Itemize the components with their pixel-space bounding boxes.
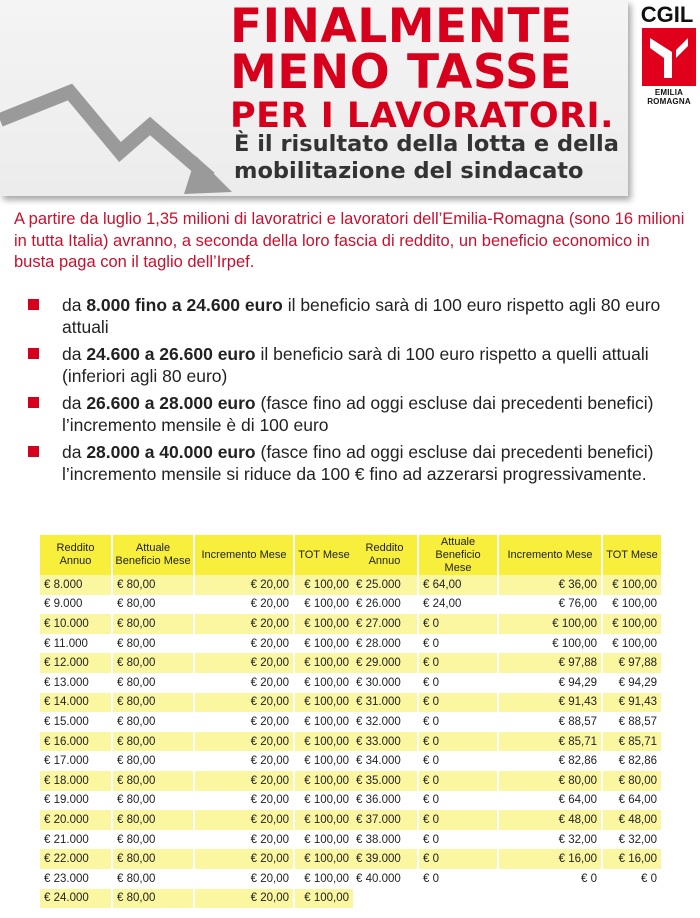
table-cell: € 91,43 (602, 693, 662, 713)
table-row (40, 712, 354, 732)
table-cell: € 100,00 (294, 673, 354, 693)
table-cell: € 0 (418, 634, 498, 654)
table-cell: € 30.000 (352, 673, 418, 693)
bullet-item: da 8.000 fino a 24.600 euro il beneficio sarà di 100 euro rispetto agli 80 euro attuali (28, 294, 688, 338)
table-cell: € 38.000 (352, 830, 418, 850)
table-cell: € 97,88 (498, 653, 602, 673)
table-cell: € 40.000 (352, 869, 418, 889)
table-cell: € 20,00 (194, 751, 294, 771)
headline-line-3: PER I LAVORATORI. (230, 96, 614, 136)
table-cell: € 100,00 (294, 595, 354, 615)
table-cell: € 100,00 (294, 712, 354, 732)
table-row (40, 614, 354, 634)
table-cell: € 80,00 (112, 693, 194, 713)
table-cell: € 80,00 (112, 575, 194, 595)
table-cell: € 39.000 (352, 849, 418, 869)
table-cell: € 100,00 (602, 634, 662, 654)
bullet-square-icon (28, 348, 39, 359)
col-header-reddito: Reddito Annuo (40, 535, 112, 575)
table-cell: € 80,00 (112, 673, 194, 693)
table-cell: € 80,00 (112, 712, 194, 732)
table-row (40, 751, 354, 771)
table-row (352, 869, 662, 889)
table-row (40, 673, 354, 693)
bullet-square-icon (28, 397, 39, 408)
table-row (40, 653, 354, 673)
table-cell: € 80,00 (112, 869, 194, 889)
table-cell: € 100,00 (294, 791, 354, 811)
table-cell: € 100,00 (294, 810, 354, 830)
table-row (40, 693, 354, 713)
headline (230, 0, 614, 136)
table-cell: € 0 (418, 732, 498, 752)
table-cell: € 80,00 (112, 771, 194, 791)
table-cell: € 0 (418, 791, 498, 811)
table-cell: € 97,88 (602, 653, 662, 673)
table-cell: € 100,00 (294, 771, 354, 791)
table-cell: € 34.000 (352, 751, 418, 771)
table-row (40, 634, 354, 654)
table-cell: € 14.000 (40, 693, 112, 713)
table-cell: € 80,00 (112, 791, 194, 811)
declining-arrow-icon (0, 60, 260, 196)
table-cell: € 64,00 (602, 791, 662, 811)
table-cell: € 48,00 (602, 810, 662, 830)
table-row (352, 673, 662, 693)
table-cell: € 48,00 (498, 810, 602, 830)
table-row (352, 849, 662, 869)
table-cell: € 100,00 (294, 830, 354, 850)
table-cell: € 32,00 (498, 830, 602, 850)
bullet-square-icon (28, 446, 39, 457)
table-cell: € 20,00 (194, 614, 294, 634)
table-cell: € 80,00 (112, 810, 194, 830)
benefit-table-right (352, 535, 663, 889)
col-header-attuale: Attuale Beneficio Mese (112, 535, 194, 575)
col-header-reddito: Reddito Annuo (352, 535, 418, 575)
table-cell: € 33.000 (352, 732, 418, 752)
table-cell: € 100,00 (602, 595, 662, 615)
table-cell: € 20,00 (194, 869, 294, 889)
benefit-bullet-list (28, 294, 688, 490)
table-row (40, 889, 354, 909)
table-header-row (352, 535, 662, 575)
table-cell: € 0 (418, 693, 498, 713)
cgil-logo (634, 2, 700, 106)
table-cell: € 80,00 (112, 889, 194, 909)
table-cell: € 12.000 (40, 653, 112, 673)
table-cell: € 100,00 (294, 614, 354, 634)
table-cell: € 27.000 (352, 614, 418, 634)
table-row (352, 614, 662, 634)
table-cell: € 100,00 (294, 693, 354, 713)
table-row (40, 810, 354, 830)
col-header-incremento: Incremento Mese (194, 535, 294, 575)
table-cell: € 64,00 (498, 791, 602, 811)
table-cell: € 100,00 (602, 614, 662, 634)
table-cell: € 94,29 (602, 673, 662, 693)
table-cell: € 19.000 (40, 791, 112, 811)
table-row (40, 771, 354, 791)
table-row (40, 732, 354, 752)
subheadline-line-1: È il risultato della lotta e della (234, 131, 619, 157)
table-row (40, 575, 354, 595)
table-cell: € 0 (498, 869, 602, 889)
table-row (352, 653, 662, 673)
table-cell: € 100,00 (294, 889, 354, 909)
table-cell: € 8.000 (40, 575, 112, 595)
table-cell: € 100,00 (294, 732, 354, 752)
table-cell: € 100,00 (498, 634, 602, 654)
table-cell: € 26.000 (352, 595, 418, 615)
header-banner (0, 0, 628, 196)
table-cell: € 20,00 (194, 595, 294, 615)
table-cell: € 20,00 (194, 634, 294, 654)
table-cell: € 32,00 (602, 830, 662, 850)
subheadline-line-2: mobilitazione del sindacato (234, 158, 584, 184)
table-cell: € 0 (418, 673, 498, 693)
table-cell: € 85,71 (498, 732, 602, 752)
cgil-flag-icon (642, 28, 696, 86)
table-row (352, 712, 662, 732)
table-cell: € 100,00 (294, 575, 354, 595)
table-cell: € 20.000 (40, 810, 112, 830)
table-cell: € 31.000 (352, 693, 418, 713)
table-cell: € 16,00 (498, 849, 602, 869)
table-row (352, 810, 662, 830)
table-cell: € 80,00 (112, 595, 194, 615)
table-cell: € 64,00 (418, 575, 498, 595)
table-cell: € 18.000 (40, 771, 112, 791)
table-cell: € 10.000 (40, 614, 112, 634)
table-cell: € 23.000 (40, 869, 112, 889)
table-cell: € 85,71 (602, 732, 662, 752)
table-cell: € 100,00 (294, 869, 354, 889)
table-cell: € 17.000 (40, 751, 112, 771)
table-row (352, 693, 662, 713)
col-header-incremento: Incremento Mese (498, 535, 602, 575)
table-cell: € 80,00 (112, 732, 194, 752)
table-cell: € 24,00 (418, 595, 498, 615)
table-cell: € 100,00 (498, 614, 602, 634)
table-row (40, 595, 354, 615)
table-row (40, 830, 354, 850)
table-cell: € 100,00 (294, 849, 354, 869)
table-cell: € 80,00 (112, 751, 194, 771)
bullet-item: da 28.000 a 40.000 euro (fasce fino ad oggi escluse dai precedenti benefici) l’incremento mensile si riduce da 100 € fino ad azzerarsi progressivamente. (28, 441, 688, 485)
table-cell: € 13.000 (40, 673, 112, 693)
table-cell: € 0 (418, 849, 498, 869)
table-cell: € 0 (418, 653, 498, 673)
bullet-item: da 24.600 a 26.600 euro il beneficio sarà di 100 euro rispetto a quelli attuali (inferiori agli 80 euro) (28, 343, 688, 387)
table-cell: € 37.000 (352, 810, 418, 830)
table-row (352, 634, 662, 654)
table-row (352, 595, 662, 615)
table-cell: € 76,00 (498, 595, 602, 615)
table-cell: € 25.000 (352, 575, 418, 595)
table-cell: € 20,00 (194, 653, 294, 673)
table-cell: € 20,00 (194, 810, 294, 830)
table-cell: € 36.000 (352, 791, 418, 811)
table-cell: € 20,00 (194, 830, 294, 850)
headline-line-1: FINALMENTE (230, 0, 573, 54)
table-cell: € 80,00 (112, 830, 194, 850)
table-cell: € 20,00 (194, 673, 294, 693)
bullet-square-icon (28, 299, 39, 310)
table-cell: € 0 (602, 869, 662, 889)
table-cell: € 36,00 (498, 575, 602, 595)
table-cell: € 0 (418, 810, 498, 830)
headline-line-2: MENO TASSE (230, 45, 573, 100)
table-cell: € 0 (418, 830, 498, 850)
table-cell: € 80,00 (112, 614, 194, 634)
logo-text: CGIL (640, 2, 694, 27)
table-cell: € 0 (418, 614, 498, 634)
table-cell: € 35.000 (352, 771, 418, 791)
table-cell: € 80,00 (498, 771, 602, 791)
table-cell: € 20,00 (194, 693, 294, 713)
table-cell: € 24.000 (40, 889, 112, 909)
table-cell: € 0 (418, 751, 498, 771)
table-row (40, 849, 354, 869)
table-cell: € 88,57 (602, 712, 662, 732)
table-header-row (40, 535, 354, 575)
table-cell: € 0 (418, 771, 498, 791)
table-cell: € 100,00 (294, 653, 354, 673)
table-cell: € 0 (418, 869, 498, 889)
table-cell: € 20,00 (194, 791, 294, 811)
table-row (352, 575, 662, 595)
table-cell: € 15.000 (40, 712, 112, 732)
table-cell: € 9.000 (40, 595, 112, 615)
table-cell: € 80,00 (112, 634, 194, 654)
table-cell: € 28.000 (352, 634, 418, 654)
table-cell: € 11.000 (40, 634, 112, 654)
table-row (352, 791, 662, 811)
table-row (40, 791, 354, 811)
table-cell: € 82,86 (602, 751, 662, 771)
table-row (352, 732, 662, 752)
table-cell: € 32.000 (352, 712, 418, 732)
table-cell: € 91,43 (498, 693, 602, 713)
table-cell: € 20,00 (194, 849, 294, 869)
table-row (352, 830, 662, 850)
col-header-tot: TOT Mese (294, 535, 354, 575)
table-cell: € 100,00 (602, 575, 662, 595)
table-cell: € 20,00 (194, 712, 294, 732)
table-row (352, 771, 662, 791)
table-row (352, 751, 662, 771)
table-cell: € 80,00 (112, 849, 194, 869)
table-cell: € 20,00 (194, 732, 294, 752)
table-cell: € 16,00 (602, 849, 662, 869)
table-cell: € 20,00 (194, 889, 294, 909)
table-cell: € 29.000 (352, 653, 418, 673)
intro-paragraph: A partire da luglio 1,35 milioni di lavoratrici e lavoratori dell’Emilia-Romagna (sono 16 milioni in tutta Italia) avranno, a seconda della loro fascia di reddito, un beneficio economico in busta paga con il taglio dell’Irpef. (14, 210, 685, 271)
table-cell: € 20,00 (194, 771, 294, 791)
table-cell: € 82,86 (498, 751, 602, 771)
logo-caption: EMILIA ROMAGNA (647, 88, 691, 106)
table-cell: € 16.000 (40, 732, 112, 752)
table-cell: € 21.000 (40, 830, 112, 850)
table-row (40, 869, 354, 889)
table-cell: € 100,00 (294, 751, 354, 771)
table-cell: € 0 (418, 712, 498, 732)
table-cell: € 100,00 (294, 634, 354, 654)
table-cell: € 80,00 (112, 653, 194, 673)
bullet-item: da 26.600 a 28.000 euro (fasce fino ad oggi escluse dai precedenti benefici) l’incremento mensile è di 100 euro (28, 392, 688, 436)
table-cell: € 80,00 (602, 771, 662, 791)
subheadline (234, 131, 619, 185)
col-header-attuale: Attuale Beneficio Mese (418, 535, 498, 575)
benefit-table-left (40, 535, 355, 908)
table-cell: € 20,00 (194, 575, 294, 595)
table-cell: € 88,57 (498, 712, 602, 732)
table-cell: € 22.000 (40, 849, 112, 869)
table-cell: € 94,29 (498, 673, 602, 693)
col-header-tot: TOT Mese (602, 535, 662, 575)
